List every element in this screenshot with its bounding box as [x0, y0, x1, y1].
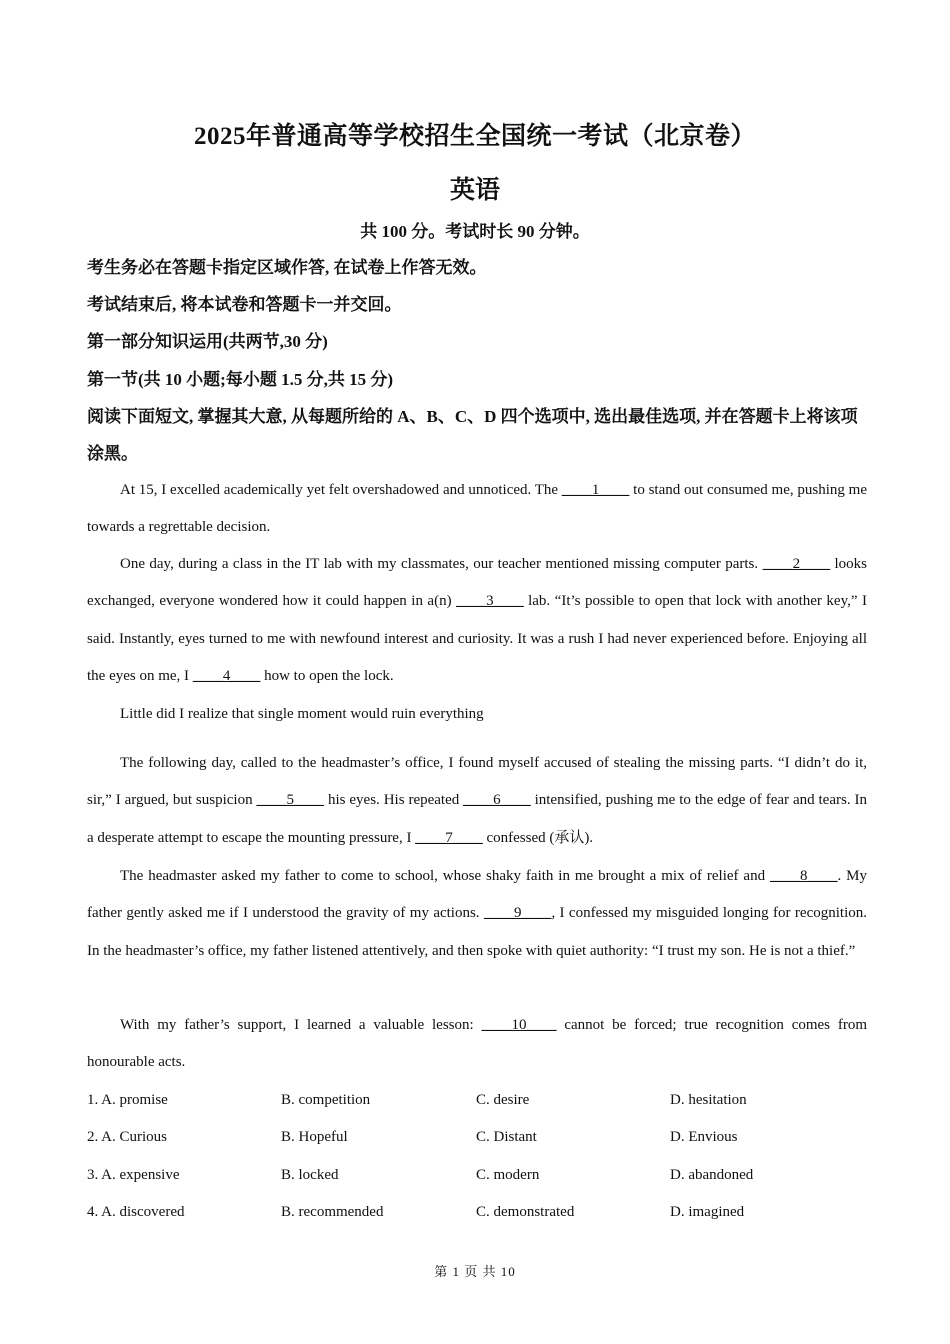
- blank-3: ____3____: [456, 593, 524, 610]
- option-1d: D. hesitation: [670, 1092, 747, 1108]
- option-1a: 1. A. promise: [87, 1092, 168, 1108]
- option-1b: B. competition: [281, 1092, 371, 1108]
- text-run: One day, during a class in the IT lab with my classmates, our teacher mentioned missing computer parts.: [120, 556, 763, 572]
- option-2d: D. Envious: [670, 1129, 738, 1146]
- passage-paragraph-3: [87, 696, 867, 733]
- passage-paragraph-1: [87, 472, 867, 547]
- subject-title: 英语: [449, 177, 500, 204]
- option-2a: 2. A. Curious: [87, 1129, 168, 1146]
- text-run: With my father’s support, I learned a valuable lesson:: [120, 1017, 482, 1033]
- option-4a: 4. A. discovered: [87, 1203, 185, 1220]
- option-2c: C. Distant: [476, 1129, 537, 1146]
- option-row-4: [87, 1194, 867, 1231]
- reading-instruction: 阅读下面短文, 掌握其大意, 从每题所给的 A、B、C、D 四个选项中, 选出最佳选项, 并在答题卡上将该项涂黑。: [87, 407, 858, 463]
- passage-paragraph-4: [87, 745, 867, 857]
- option-4c: C. demonstrated: [476, 1203, 575, 1220]
- blank-8: ____8____: [770, 868, 838, 884]
- text-run: to stand out consumed me, pushing me towards a regrettable decision.: [87, 482, 867, 536]
- text-run: At 15, I excelled academically yet felt overshadowed and unnoticed. The: [120, 482, 562, 498]
- instruction-note-2: 考试结束后, 将本试卷和答题卡一并交回。: [87, 295, 402, 314]
- text-run: how to open the lock.: [260, 667, 394, 684]
- exam-title: 2025年普通高等学校招生全国统一考试（北京卷）: [193, 123, 756, 150]
- blank-6: ____6____: [463, 792, 531, 809]
- text-run: intensified, pushing me to the edge of fear and tears. In a desperate attempt to escape the mounting pressure, I: [87, 792, 867, 846]
- section-heading: 第一部分知识运用(共两节,30 分): [87, 332, 328, 351]
- text-run: , I confessed my misguided longing for recognition. In the headmaster’s office, my father listened attentively, and then spoke with quiet authority: “I trust my son. He is not a thief.”: [87, 905, 867, 959]
- option-3b: B. locked: [281, 1166, 339, 1183]
- blank-10: ____10____: [481, 1017, 557, 1033]
- text-run: looks exchanged, everyone wondered how it could happen in a(n): [87, 556, 867, 610]
- text-run: The following day, called to the headmaster’s office, I found myself accused of stealing the missing parts. “I didn’t do it, sir,” I argued, but suspicion: [87, 755, 867, 809]
- option-1c: C. desire: [476, 1092, 530, 1108]
- subsection-heading: 第一节(共 10 小题;每小题 1.5 分,共 15 分): [87, 370, 393, 389]
- page-number: 第 1 页 共 10: [434, 1264, 516, 1279]
- blank-1: ____1____: [561, 482, 630, 498]
- blank-7: ____7____: [415, 829, 483, 846]
- option-row-1: [87, 1082, 867, 1119]
- text-run: cannot be forced; true recognition comes from honourable acts.: [87, 1017, 867, 1071]
- option-4b: B. recommended: [281, 1203, 384, 1220]
- passage-paragraph-5: [87, 858, 867, 970]
- blank-5: ____5____: [256, 792, 325, 809]
- passage-paragraph-6: [87, 1007, 867, 1082]
- text-run: confessed (承认).: [482, 829, 594, 846]
- text-run: . My father gently asked me if I understood the gravity of my actions.: [87, 868, 867, 922]
- option-2b: B. Hopeful: [281, 1129, 348, 1146]
- option-row-3: [87, 1157, 867, 1194]
- instruction-note-1: 考生务必在答题卡指定区域作答, 在试卷上作答无效。: [87, 258, 487, 277]
- text-run: Little did I realize that single moment would ruin everything: [120, 706, 484, 722]
- option-4d: D. imagined: [670, 1203, 745, 1220]
- text-run: lab. “It’s possible to open that lock with another key,” I said. Instantly, eyes turned to me with newfound interest and curiosity. It was a rush I had never experienced before. Enjoying all the eyes on me, I: [87, 593, 867, 684]
- option-row-2: [87, 1119, 867, 1156]
- text-run: his eyes. His repeated: [324, 792, 464, 809]
- blank-4: ____4____: [192, 667, 261, 684]
- blank-9: ____9____: [483, 905, 552, 922]
- score-info: 共 100 分。考试时长 90 分钟。: [360, 222, 590, 241]
- option-3a: 3. A. expensive: [87, 1166, 180, 1183]
- text-run: The headmaster asked my father to come to school, whose shaky faith in me brought a mix of relief and: [120, 868, 770, 884]
- blank-2: ____2____: [762, 556, 831, 572]
- option-3d: D. abandoned: [670, 1166, 754, 1183]
- answer-options: [87, 1082, 867, 1231]
- option-3c: C. modern: [476, 1166, 540, 1183]
- passage-paragraph-2: [87, 546, 867, 695]
